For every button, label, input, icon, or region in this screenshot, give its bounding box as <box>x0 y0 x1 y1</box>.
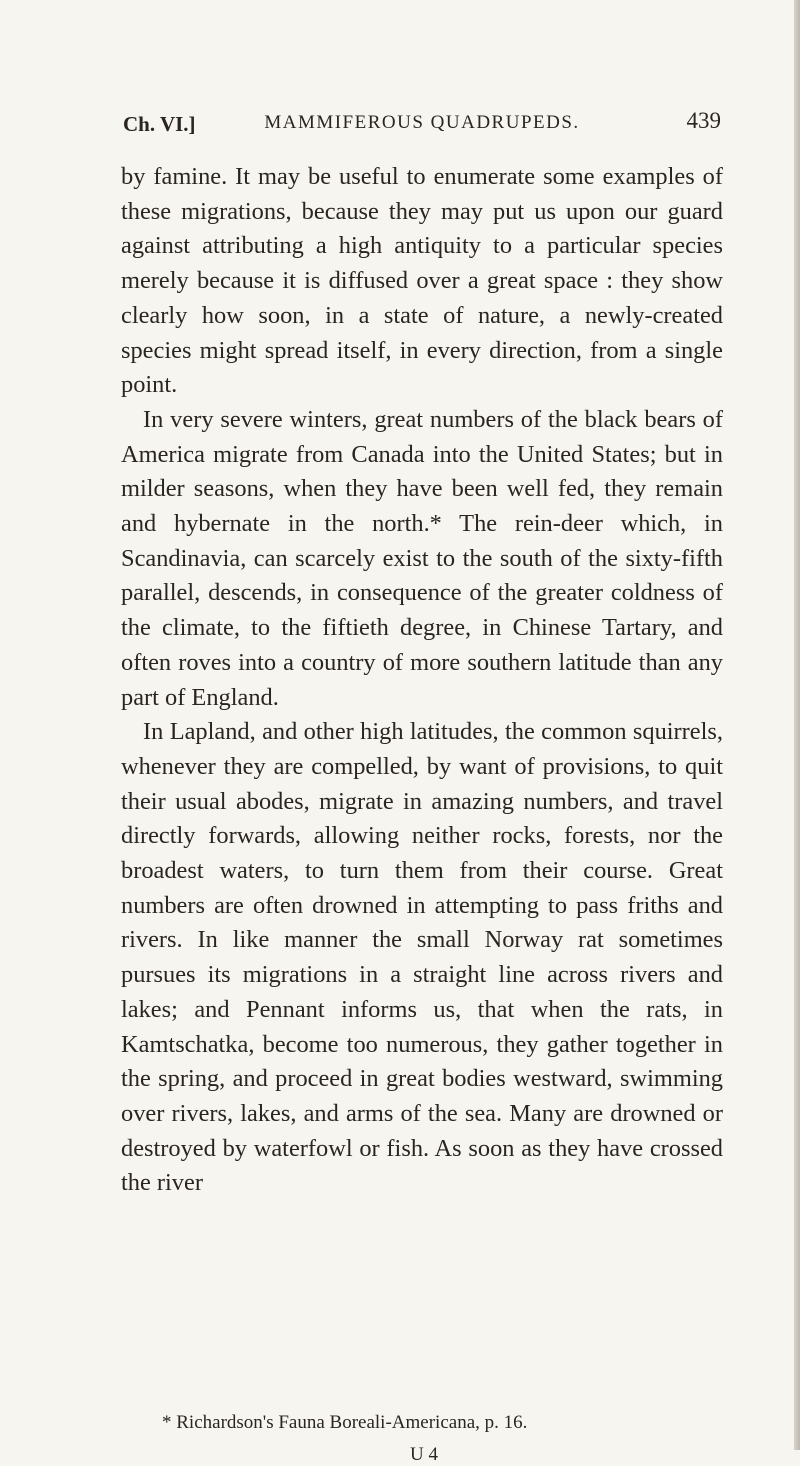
paragraph-2: In very severe winters, great numbers of the black bears of America migrate from Canada into the United States; but in milder seasons, when they have been well fed, they remain and hybernate in the north.* The rein-deer which, in Scandinavia, can scarcely exist to the south of the sixty-fifth parallel, descends, in consequence of the greater coldness of the climate, to the fiftieth degree, in Chinese Tartary, and often roves into a country of more southern latitude than any part of England. <box>121 405 723 711</box>
paragraph-3: In Lapland, and other high latitudes, the common squirrels, whenever they are compelled, by want of provisions, to quit their usual abodes, migrate in amazing numbers, and travel directly forwards, allowing neither rocks, forests, nor the broadest waters, to turn them from their course. Great numbers are often drowned in attempting to pass friths and rivers. In like manner the small Norway rat sometimes pursues its migrations in a straight line across rivers and lakes; and Pennant informs us, that when the rats, in Kamtschatka, become too numerous, they gather together in the spring, and proceed in great bodies westward, swimming over rivers, lakes, and arms of the sea. Many are drowned or destroyed by waterfowl or fish. As soon as they have crossed the river <box>121 718 723 1197</box>
body-text <box>121 160 723 1201</box>
signature-mark: U 4 <box>410 1444 438 1465</box>
footnote-text: * Richardson's Fauna Boreali-Americana, p. 16. <box>162 1412 528 1433</box>
page-number: 439 <box>686 108 721 133</box>
running-header <box>123 108 721 142</box>
running-title: MAMMIFEROUS QUADRUPEDS. <box>264 112 580 133</box>
paragraph-1: by famine. It may be useful to enumerate some examples of these migrations, because they may put us upon our guard against attributing a high antiquity to a particular species merely because it is diffused over a great space : they show clearly how soon, in a state of nature, a newly-created species might spread itself, in every direction, from a single point. <box>121 163 723 399</box>
page-edge <box>794 0 800 1450</box>
chapter-label: Ch. VI.] <box>123 112 196 136</box>
